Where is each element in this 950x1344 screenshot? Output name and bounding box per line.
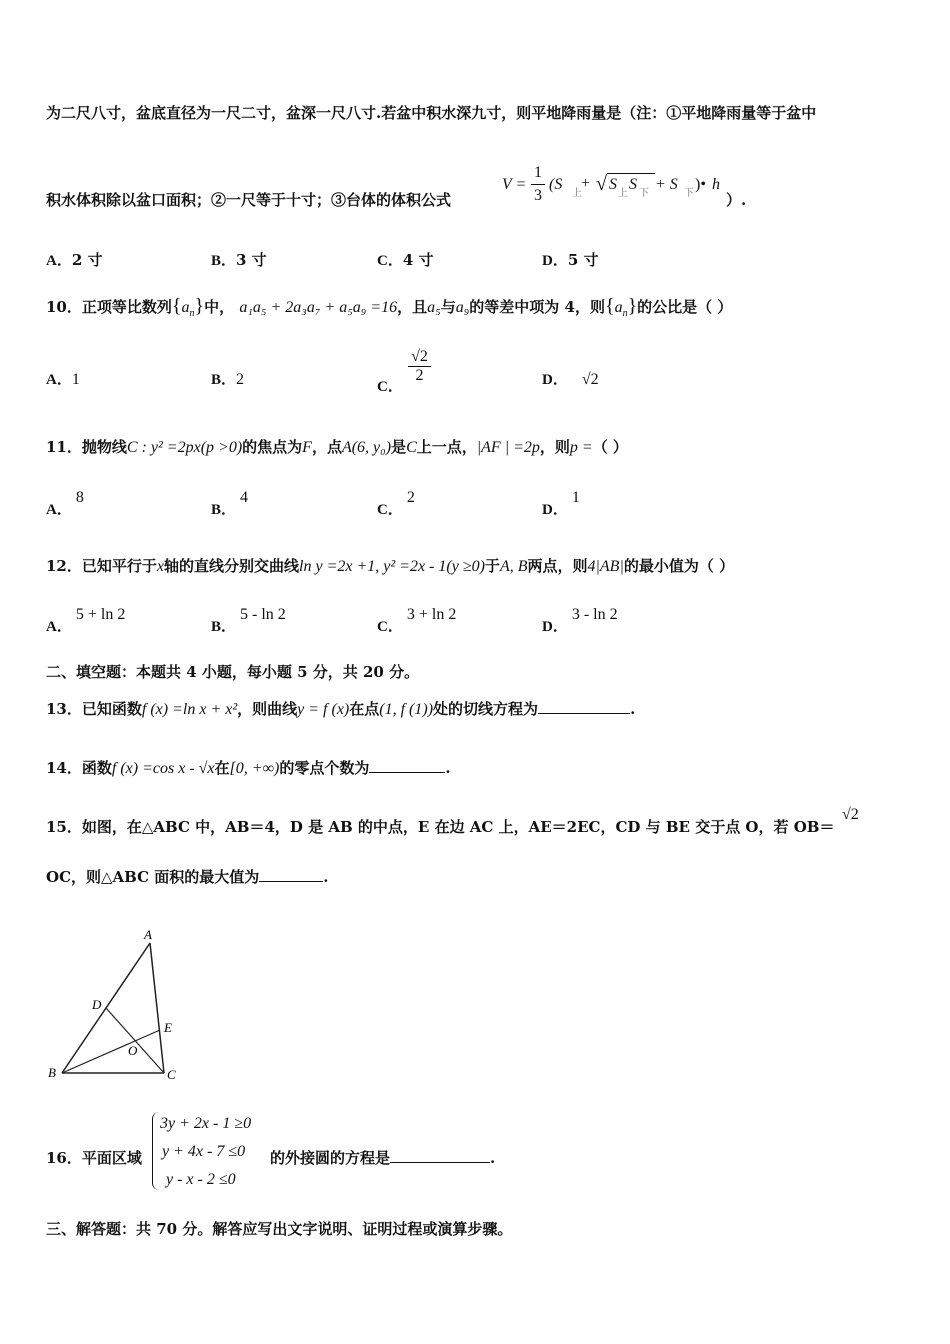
label-d: D [92, 997, 102, 1012]
q16-answer-blank[interactable] [390, 1148, 490, 1163]
label-o: O [128, 1043, 138, 1058]
q9-option-c: C．4 寸 [377, 251, 434, 269]
sqrt-sign: √ [596, 173, 607, 195]
q15-answer-blank[interactable] [259, 867, 323, 882]
label-b: B [48, 1065, 56, 1080]
section-3-heading: 三、解答题：共 70 分。解答应写出文字说明、证明过程或演算步骤。 [46, 1220, 513, 1238]
q11-option-a: A．8 [46, 489, 84, 518]
q10-equation: a₁a₅ + 2a₃a₇ + a₅a₉ =16 [239, 299, 398, 316]
q14-answer-blank[interactable] [369, 758, 445, 773]
q10-option-c: C． $\frac{√2}{2}$ [377, 348, 431, 385]
inequality-system [160, 1110, 251, 1194]
q10-option-b: B．2 [211, 371, 245, 388]
q14-stem: 14．函数f (x) =cos x - √x在[0, +∞)的零点个数为 . [46, 759, 451, 777]
q16-stem-start: 16．平面区域 [46, 1149, 142, 1167]
q11-option-c: C．2 [377, 489, 415, 518]
q10-option-a: A．1 [46, 371, 80, 388]
inequality-1: 3y + 2x - 1 ≥0 [160, 1115, 252, 1132]
fraction-bar [531, 184, 545, 185]
q9-option-b: B．3 寸 [211, 251, 267, 269]
q11-option-d: D．1 [542, 489, 580, 518]
q10-stem: 10．正项等比数列$\{a_n\}$中， a₁a₅ + 2a₃a₇ + a₅a₉ =16，且a₅与a₉的等差中项为 4，则$\{a_n\}$的公比是（ ） [46, 295, 733, 319]
q13-stem: 13．已知函数f (x) =ln x + x²，则曲线y = f (x)在点(1, f (1))处的切线方程为 . [46, 700, 636, 718]
q10-option-d: D． √2 [542, 371, 599, 388]
label-c: C [167, 1067, 176, 1082]
inequality-2: y + 4x - 7 ≤0 [162, 1143, 246, 1160]
label-a: A [144, 927, 152, 942]
q9-line2-text: 积水体积除以盆口面积；②一尺等于十寸；③台体的体积公式 [46, 191, 452, 209]
section-2-heading: 二、填空题：本题共 4 小题，每小题 5 分，共 20 分。 [46, 663, 420, 681]
q9-option-a: A．2 寸 [46, 251, 103, 269]
q9-line1: 为二尺八寸，盆底直径为一尺二寸，盆深一尺八寸.若盆中积水深九寸，则平地降雨量是（注：①平地降雨量等于盆中 [46, 104, 817, 122]
side-ac [150, 943, 164, 1073]
q12-option-c: C．3 + ln 2 [377, 606, 457, 635]
q15-line2: OC，则△ABC 面积的最大值为 . [46, 868, 329, 886]
q12-option-d: D．3 - ln 2 [542, 606, 618, 635]
inequality-3: y - x - 2 ≤0 [166, 1171, 236, 1188]
q12-option-a: A．5 + ln 2 [46, 606, 126, 635]
q11-option-b: B．4 [211, 489, 249, 518]
q9-line2 [46, 190, 451, 210]
sqrt-bar [607, 173, 655, 174]
q12-option-b: B．5 - ln 2 [211, 606, 286, 635]
q9-option-d: D．5 寸 [542, 251, 599, 269]
q13-answer-blank[interactable] [538, 699, 630, 714]
triangle-figure [40, 925, 190, 1085]
label-e: E [164, 1020, 172, 1035]
q9-line2-end: ）. [726, 191, 747, 209]
system-brace [152, 1112, 159, 1190]
q15-sqrt2: √2 [842, 806, 859, 823]
q11-stem: 11．抛物线C : y² =2px(p >0)的焦点为F，点A(6, y₀)是C上一点，|AF | =2p，则p =（ ） [46, 438, 628, 456]
q12-stem: 12．已知平行于x轴的直线分别交曲线ln y =2x +1, y² =2x - 1(y ≥0)于A, B两点，则4|AB|的最小值为（ ） [46, 557, 735, 575]
q16-stem-end: 的外接圆的方程是 . [270, 1149, 496, 1167]
q15-line1: 15．如图，在△ABC 中，AB＝4，D 是 AB 的中点，E 在边 AC 上，AE＝2EC，CD 与 BE 交于点 O，若 OB＝ [46, 818, 835, 836]
